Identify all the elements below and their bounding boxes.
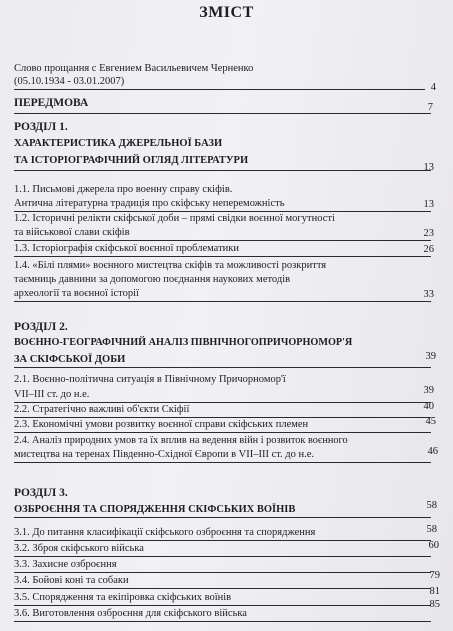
toc-2-3-leader [14,432,431,433]
section-1-page: 13 [423,162,434,173]
toc-1-3-line-1: 1.3. Історіографія скіфської воєнної проблематики [14,243,239,254]
toc-3-5-page: 85 [429,599,440,610]
toc-1-1-line-2: Антична літературна традиція про скіфську непереможність [14,198,285,209]
toc-3-3-line-1: 3.3. Захисне озброєння [14,559,117,570]
toc-1-4-line-3: археології та воєнної історії [14,288,139,299]
section-3-leader [14,517,431,518]
section-3-label: РОЗДІЛ 3. [14,487,68,499]
toc-1-4-line-1: 1.4. «Білі плями» воєнного мистецтва скіфів та можливості розкриття [14,260,327,271]
preface-heading: ПЕРЕДМОВА [14,97,89,109]
farewell-line-2: (05.10.1934 - 03.01.2007) [14,76,125,87]
farewell-leader [14,89,425,90]
section-2-page: 39 [425,351,436,362]
preface-leader [14,113,431,114]
section-2-title-line-1: ВОЄННО-ГЕОГРАФІЧНИЙ АНАЛІЗ ПІВНІЧНОГОПРИЧОРНОМОР'Я [14,337,353,348]
toc-3-1-page: 58 [426,524,437,535]
preface-page: 7 [427,102,433,113]
toc-1-1-leader [14,211,431,212]
toc-1-4-leader [14,301,431,302]
section-3-title-line-1: ОЗБРОЄННЯ ТА СПОРЯДЖЕННЯ СКІФСЬКИХ ВОЇНІВ [14,504,296,515]
toc-2-4-line-2: мистецтва на теренах Південно-Східної Європи в VII–III ст. до н.е. [14,449,315,460]
toc-2-1-line-2: VII–III ст. до н.е. [14,389,90,400]
toc-1-3-leader [14,256,431,257]
page-title: ЗМІСТ [199,4,254,21]
toc-3-5-line-1: 3.5. Спорядження та екіпіровка скіфських воїнів [14,592,232,603]
toc-2-4-line-1: 2.4. Аналіз природних умов та їх вплив на ведення війн і розвиток воєнного [14,435,348,446]
toc-2-4-page: 46 [427,446,438,457]
toc-2-3-page: 45 [425,416,436,427]
toc-1-1-page: 13 [423,199,434,210]
toc-1-4-page: 33 [423,289,434,300]
toc-2-2-leader [14,417,431,418]
toc-3-3-leader [14,572,431,573]
toc-1-1-line-1: 1.1. Письмові джерела про военну справу скіфів. [14,184,233,195]
toc-2-1-line-1: 2.1. Воєнно-політична ситуація в Північному Причорномор'ї [14,374,286,385]
toc-2-2-line-1: 2.2. Стратегічно важливі об'єкти Скіфії [14,404,190,415]
section-1-title-line-2: ТА ІСТОРІОГРАФІЧНИЙ ОГЛЯД ЛІТЕРАТУРИ [14,155,249,166]
section-3-page: 58 [426,500,437,511]
toc-3-4-page: 81 [429,586,440,597]
toc-3-2-line-1: 3.2. Зброя скіфського війська [14,543,144,554]
section-1-label: РОЗДІЛ 1. [14,121,68,133]
toc-3-1-leader [14,540,431,541]
toc-2-4-leader [14,462,431,463]
toc-3-4-line-1: 3.4. Бойові коні та собаки [14,575,129,586]
toc-3-5-leader [14,605,431,606]
toc-2-1-leader [14,402,431,403]
toc-2-1-page: 39 [423,385,434,396]
farewell-page: 4 [430,82,436,93]
toc-2-3-line-1: 2.3. Економічні умови розвитку воєнної справи скіфських племен [14,419,309,430]
section-1-leader [14,170,431,171]
toc-1-4-line-2: таємниць давнини за допомогою поєднання наукових методів [14,274,291,285]
toc-1-2-page: 23 [423,228,434,239]
section-2-leader [14,367,431,368]
section-2-label: РОЗДІЛ 2. [14,321,68,333]
toc-3-4-leader [14,588,431,589]
toc-1-2-leader [14,240,431,241]
toc-3-6-line-1: 3.6. Виготовлення озброєння для скіфського війська [14,608,247,619]
farewell-line-1: Слово прощання с Евгением Васильевичем Черненко [14,63,254,74]
toc-2-2-page: 40 [423,401,434,412]
section-1-title-line-1: ХАРАКТЕРИСТИКА ДЖЕРЕЛЬНОЇ БАЗИ [14,138,223,149]
toc-3-1-line-1: 3.1. До питання класифікації скіфського озброєння та спорядження [14,527,316,538]
toc-3-6-leader [14,621,431,622]
toc-3-2-page: 60 [428,540,439,551]
toc-1-3-page: 26 [423,244,434,255]
toc-1-2-line-1: 1.2. Історичні релікти скіфської доби – прямі свідки воєнної могутності [14,213,335,224]
toc-3-3-page: 79 [429,570,440,581]
toc-1-2-line-2: та військової слави скіфів [14,227,130,238]
toc-3-2-leader [14,556,431,557]
section-2-title-line-2: ЗА СКІФСЬКОЇ ДОБИ [14,354,126,365]
